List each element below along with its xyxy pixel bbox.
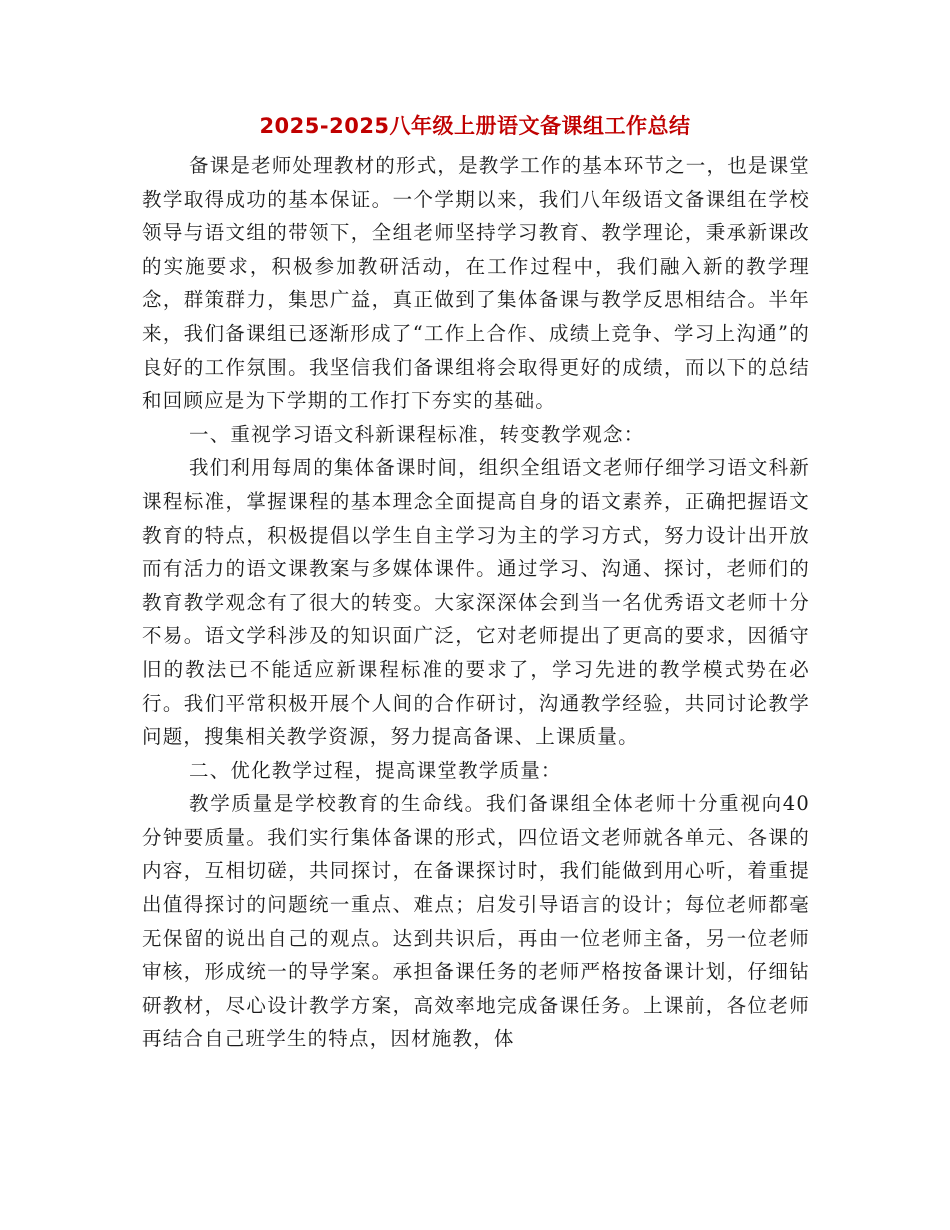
paragraph-section-2: 教学质量是学校教育的生命线。我们备课组全体老师十分重视向40分钟要质量。我们实行集体备课的形式，四位语文老师就各单元、各课的内容，互相切磋，共同探讨，在备课探讨时，我们能做到用心听，着重提出值得探讨的问题统一重点、难点；启发引导语言的设计；每位老师都毫无保留的说出自己的观点。达到共识后，再由一位老师主备，另一位老师审核，形成统一的导学案。承担备课任务的老师严格按备课计划，仔细钻研教材，尽心设计教学方案，高效率地完成备课任务。上课前，各位老师再结合自己班学生的特点，因材施教，体 — [142, 792, 810, 1051]
section-heading-2: 二、优化教学过程，提高课堂教学质量： — [189, 758, 562, 782]
document-body — [142, 149, 810, 1056]
section-heading-1: 一、重视学习语文科新课程标准，转变教学观念： — [189, 422, 645, 446]
paragraph-intro: 备课是老师处理教材的形式，是教学工作的基本环节之一，也是课堂教学取得成功的基本保证。一个学期以来，我们八年级语文备课组在学校领导与语文组的带领下，全组老师坚持学习教育、教学理论，秉承新课改的实施要求，积极参加教研活动，在工作过程中，我们融入新的教学理念，群策群力，集思广益，真正做到了集体备课与教学反思相结合。半年来，我们备课组已逐渐形成了“工作上合作、成绩上竞争、学习上沟通”的良好的工作氛围。我坚信我们备课组将会取得更好的成绩，而以下的总结和回顾应是为下学期的工作打下夯实的基础。 — [142, 154, 811, 413]
document-title: 2025-2025八年级上册语文备课组工作总结 — [259, 114, 691, 138]
paragraph-section-1: 我们利用每周的集体备课时间，组织全组语文老师仔细学习语文科新课程标准，掌握课程的基本理念全面提高自身的语文素养，正确把握语文教育的特点，积极提倡以学生自主学习为主的学习方式，努力设计出开放而有活力的语文课教案与多媒体课件。通过学习、沟通、探讨，老师们的教育教学观念有了很大的转变。大家深深体会到当一名优秀语文老师十分不易。语文学科涉及的知识面广泛，它对老师提出了更高的要求，因循守旧的教法已不能适应新课程标准的要求了，学习先进的教学模式势在必行。我们平常积极开展个人间的合作研讨，沟通教学经验，共同讨论教学问题，搜集相关教学资源，努力提高备课、上课质量。 — [142, 456, 811, 749]
